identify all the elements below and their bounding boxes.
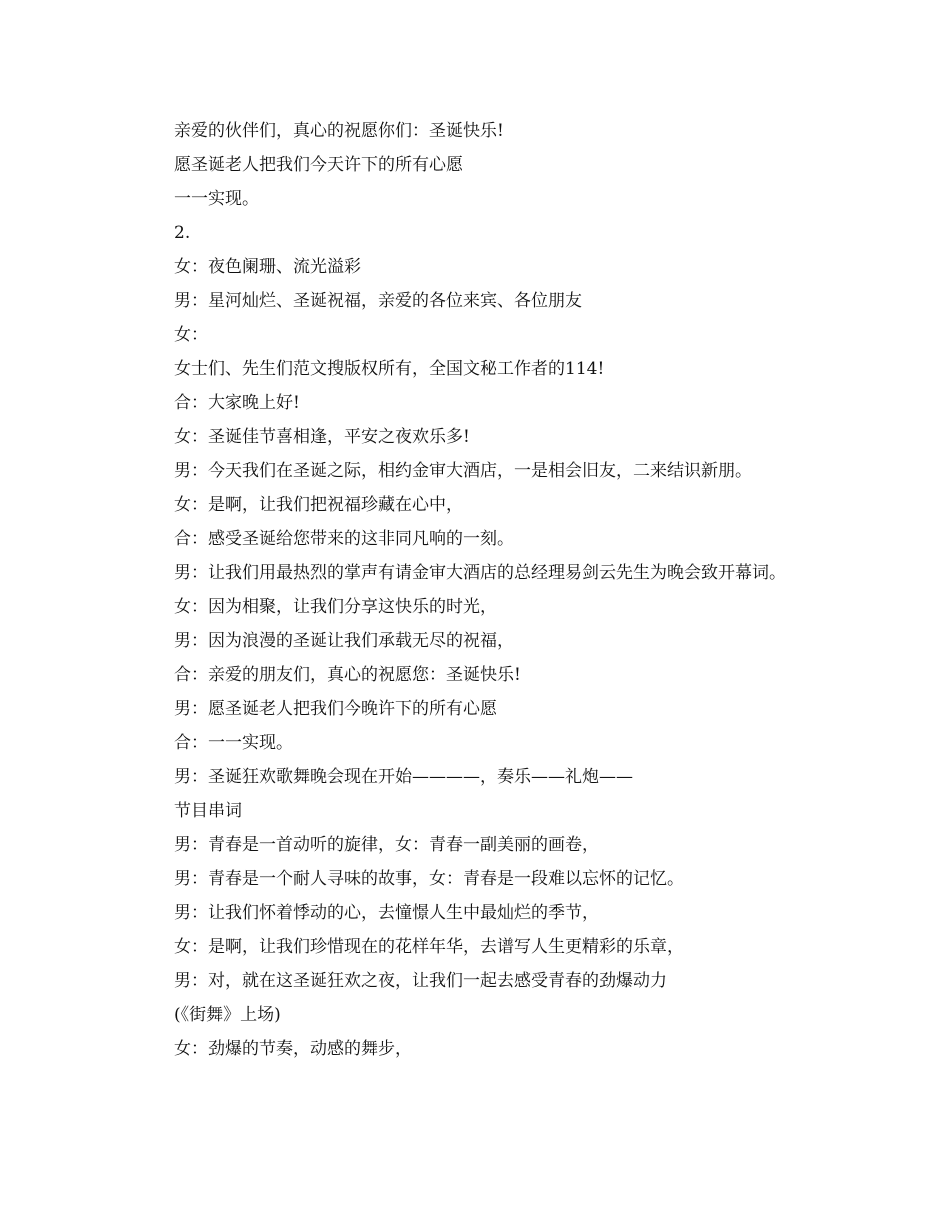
text-line: 女：劲爆的节奏，动感的舞步， [174,1039,412,1059]
text-line: 男：愿圣诞老人把我们今晚许下的所有心愿 [174,699,497,719]
text-line: 男：青春是一首动听的旋律，女：青春一副美丽的画卷， [174,835,599,855]
text-line: 男：对，就在这圣诞狂欢之夜，让我们一起去感受青春的劲爆动力 [174,971,667,991]
text-line: 合：感受圣诞给您带来的这非同凡响的一刻。 [174,529,514,549]
text-line: (《街舞》上场) [174,1005,281,1025]
text-line: 合：大家晚上好! [174,393,300,413]
text-line: 男：星河灿烂、圣诞祝福，亲爱的各位来宾、各位朋友 [174,291,582,311]
text-line: 节目串词 [174,801,242,821]
text-line: 男：今天我们在圣诞之际，相约金审大酒店，一是相会旧友，二来结识新朋。 [174,461,752,481]
text-line: 女：夜色阑珊、流光溢彩 [174,257,361,277]
text-line: 女士们、先生们范文搜版权所有，全国文秘工作者的114! [174,359,605,379]
text-line: 女：是啊，让我们把祝福珍藏在心中， [174,495,463,515]
text-line: 女：是啊，让我们珍惜现在的花样年华，去谱写人生更精彩的乐章， [174,937,684,957]
text-line: 一一实现。 [174,189,259,209]
text-line: 男：因为浪漫的圣诞让我们承载无尽的祝福， [174,631,514,651]
text-line: 男：让我们怀着悸动的心，去憧憬人生中最灿烂的季节， [174,903,599,923]
text-line: 女： [174,325,208,345]
text-line: 亲爱的伙伴们，真心的祝愿你们：圣诞快乐! [174,121,504,141]
text-line: 男：让我们用最热烈的掌声有请金审大酒店的总经理易剑云先生为晚会致开幕词。 [174,563,786,583]
text-line: 女：圣诞佳节喜相逢，平安之夜欢乐多! [174,427,470,447]
document-body [140,114,820,1066]
text-line: 女：因为相聚，让我们分享这快乐的时光， [174,597,497,617]
text-line: 愿圣诞老人把我们今天许下的所有心愿 [174,155,463,175]
text-line: 合：一一实现。 [174,733,293,753]
text-line: 男：青春是一个耐人寻味的故事，女：青春是一段难以忘怀的记忆。 [174,869,684,889]
text-line: 合：亲爱的朋友们，真心的祝愿您：圣诞快乐! [174,665,521,685]
text-line: 男：圣诞狂欢歌舞晚会现在开始————，奏乐——礼炮—— [174,767,633,787]
text-line: 2. [174,223,191,243]
